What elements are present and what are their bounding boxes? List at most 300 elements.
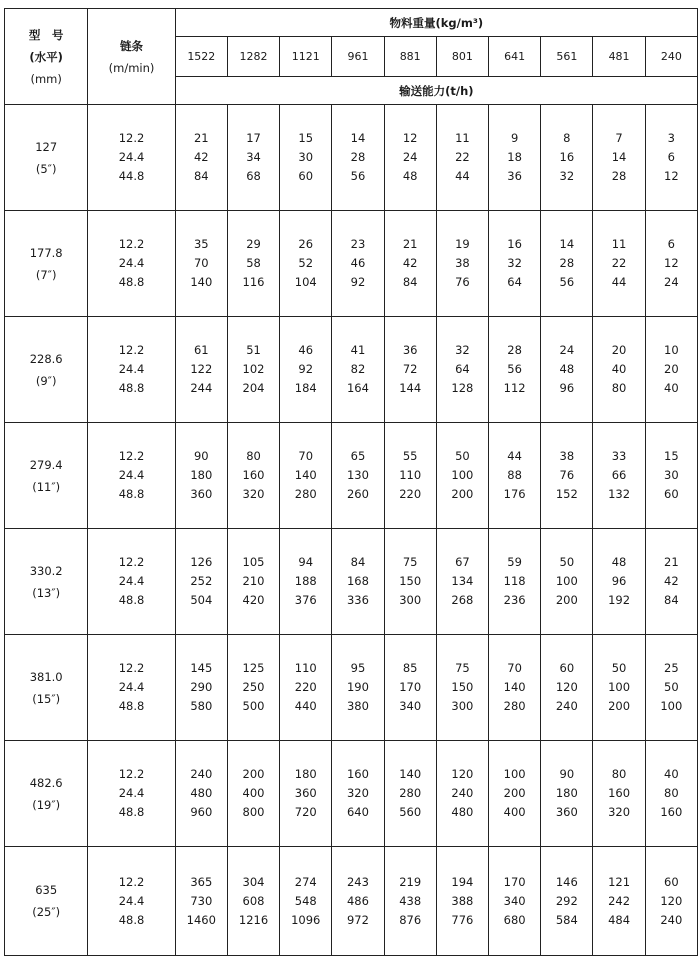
- capacity-value: 12: [402, 131, 418, 145]
- model-size: 127: [35, 139, 58, 154]
- capacity-value: 32: [559, 169, 575, 183]
- capacity-cell: [593, 105, 645, 211]
- capacity-value: 56: [507, 362, 522, 376]
- capacity-value: 388: [451, 893, 474, 908]
- density-cell: 801: [436, 37, 488, 77]
- capacity-value: 7: [615, 131, 623, 145]
- capacity-value: 480: [190, 786, 213, 800]
- capacity-cell: [280, 635, 332, 741]
- model-inch: (19″): [32, 797, 61, 812]
- model-size: 279.4: [29, 457, 63, 472]
- capacity-value: 146: [555, 874, 578, 889]
- capacity-cell: [645, 529, 697, 635]
- capacity-value: 180: [190, 468, 213, 482]
- capacity-value: 116: [242, 275, 265, 289]
- capacity-value: 15: [664, 449, 679, 463]
- capacity-cell: [593, 529, 645, 635]
- capacity-cell: [384, 423, 436, 529]
- capacity-value: 242: [608, 893, 631, 908]
- capacity-value: 100: [608, 680, 631, 694]
- capacity-value: 60: [298, 169, 314, 183]
- capacity-value: 188: [294, 574, 317, 588]
- capacity-cell: [436, 847, 488, 956]
- capacity-value: 105: [242, 555, 265, 569]
- capacity-value: 20: [664, 362, 679, 376]
- capacity-value: 22: [455, 150, 470, 164]
- capacity-value: 110: [399, 468, 422, 482]
- capacity-value: 236: [503, 593, 526, 607]
- capacity-cell: [541, 423, 593, 529]
- capacity-value: 400: [242, 786, 265, 800]
- capacity-value: 280: [399, 786, 422, 800]
- model-inch: (25″): [32, 905, 61, 919]
- capacity-cell: [227, 529, 279, 635]
- capacity-value: 118: [503, 574, 526, 588]
- capacity-value: 84: [402, 275, 418, 289]
- capacity-value: 960: [190, 805, 213, 819]
- chain-speed-value: 48.8: [118, 275, 145, 289]
- capacity-value: 274: [294, 874, 317, 889]
- capacity-value: 128: [451, 381, 474, 395]
- capacity-cell: [384, 211, 436, 317]
- model-cell: [5, 211, 88, 317]
- capacity-value: 440: [294, 699, 317, 713]
- capacity-cell: [645, 741, 697, 847]
- capacity-value: 11: [611, 237, 627, 251]
- capacity-value: 60: [664, 874, 679, 889]
- capacity-value: 40: [664, 767, 679, 781]
- capacity-value: 1216: [238, 912, 269, 927]
- capacity-value: 14: [611, 150, 627, 164]
- capacity-value: 548: [294, 893, 317, 908]
- capacity-cell: [541, 211, 593, 317]
- chain-speed-value: 24.4: [118, 362, 145, 376]
- capacity-value: 380: [346, 699, 369, 713]
- capacity-value: 184: [294, 381, 317, 395]
- capacity-cell: [227, 635, 279, 741]
- capacity-value: 48: [611, 555, 627, 569]
- chain-speed-cell: [88, 847, 175, 956]
- capacity-cell: [593, 741, 645, 847]
- chain-header: [88, 9, 175, 105]
- capacity-value: 85: [402, 661, 418, 675]
- capacity-value: 292: [555, 893, 578, 908]
- capacity-cell: [436, 529, 488, 635]
- capacity-value: 164: [346, 381, 369, 395]
- chain-speed-cell: [88, 105, 175, 211]
- model-cell: [5, 317, 88, 423]
- density-cell: 561: [541, 37, 593, 77]
- capacity-value: 84: [350, 555, 366, 569]
- model-inch: (5″): [35, 161, 57, 176]
- model-cell: [5, 105, 88, 211]
- capacity-value: 190: [346, 680, 369, 694]
- capacity-cell: [332, 211, 384, 317]
- capacity-value: 170: [503, 874, 526, 889]
- capacity-cell: [332, 847, 384, 956]
- capacity-value: 110: [294, 661, 317, 675]
- capacity-value: 176: [503, 487, 526, 501]
- capacity-value: 61: [193, 343, 209, 357]
- capacity-cell: [332, 317, 384, 423]
- capacity-cell: [593, 635, 645, 741]
- capacity-value: 876: [399, 912, 422, 927]
- capacity-value: 800: [242, 805, 265, 819]
- capacity-value: 200: [555, 593, 578, 607]
- capacity-value: 70: [193, 256, 209, 270]
- capacity-value: 96: [559, 381, 575, 395]
- table-header: [5, 9, 698, 105]
- capacity-value: 122: [190, 362, 213, 376]
- capacity-table: [4, 8, 698, 956]
- capacity-cell: [332, 529, 384, 635]
- capacity-value: 41: [350, 343, 366, 357]
- capacity-cell: [489, 635, 541, 741]
- capacity-cell: [541, 741, 593, 847]
- table-row: [5, 211, 698, 317]
- density-cell: 881: [384, 37, 436, 77]
- capacity-value: 42: [193, 150, 209, 164]
- capacity-cell: [280, 847, 332, 956]
- capacity-value: 360: [190, 487, 213, 501]
- capacity-value: 65: [350, 449, 366, 463]
- capacity-value: 160: [660, 805, 683, 819]
- capacity-value: 260: [346, 487, 369, 501]
- chain-speed-cell: [88, 211, 175, 317]
- model-cell: [5, 741, 88, 847]
- capacity-value: 240: [660, 912, 683, 927]
- capacity-value: 160: [242, 468, 265, 482]
- capacity-value: 60: [664, 487, 679, 501]
- capacity-value: 50: [559, 555, 575, 569]
- capacity-value: 25: [664, 661, 679, 675]
- capacity-value: 96: [611, 574, 627, 588]
- capacity-cell: [384, 635, 436, 741]
- model-inch: (9″): [35, 373, 57, 388]
- capacity-value: 60: [559, 661, 575, 675]
- capacity-value: 44: [611, 275, 627, 289]
- capacity-value: 70: [298, 449, 314, 463]
- capacity-value: 64: [455, 362, 470, 376]
- capacity-cell: [175, 635, 227, 741]
- capacity-value: 504: [190, 593, 213, 607]
- capacity-cell: [645, 423, 697, 529]
- model-sub-horizontal: (水平): [29, 49, 63, 64]
- capacity-value: 240: [451, 786, 474, 800]
- capacity-value: 102: [242, 362, 265, 376]
- capacity-cell: [541, 105, 593, 211]
- capacity-value: 200: [242, 767, 265, 781]
- chain-speed-value: 24.4: [118, 150, 145, 164]
- table-row: [5, 635, 698, 741]
- density-cell: 961: [332, 37, 384, 77]
- capacity-cell: [227, 317, 279, 423]
- capacity-cell: [227, 105, 279, 211]
- capacity-cell: [436, 741, 488, 847]
- capacity-cell: [645, 105, 697, 211]
- model-cell: [5, 423, 88, 529]
- capacity-value: 75: [402, 555, 418, 569]
- capacity-value: 340: [503, 893, 526, 908]
- capacity-value: 160: [608, 786, 631, 800]
- model-inch: (15″): [32, 691, 61, 706]
- model-cell: [5, 529, 88, 635]
- capacity-value: 210: [242, 574, 265, 588]
- capacity-value: 100: [555, 574, 578, 588]
- capacity-cell: [593, 317, 645, 423]
- capacity-value: 56: [350, 169, 366, 183]
- capacity-value: 168: [346, 574, 369, 588]
- capacity-value: 400: [503, 805, 526, 819]
- capacity-cell: [489, 741, 541, 847]
- capacity-value: 50: [664, 680, 679, 694]
- capacity-value: 23: [350, 237, 366, 251]
- capacity-cell: [384, 847, 436, 956]
- capacity-value: 1460: [186, 912, 216, 927]
- capacity-value: 340: [399, 699, 422, 713]
- capacity-value: 320: [346, 786, 369, 800]
- chain-speed-value: 12.2: [118, 449, 145, 463]
- capacity-value: 608: [242, 893, 265, 908]
- capacity-value: 336: [346, 593, 369, 607]
- capacity-value: 24: [664, 275, 679, 289]
- chain-speed-value: 12.2: [118, 343, 145, 357]
- table-row: [5, 105, 698, 211]
- density-cell: 1121: [280, 37, 332, 77]
- capacity-value: 640: [346, 805, 369, 819]
- capacity-value: 55: [402, 449, 418, 463]
- capacity-value: 80: [611, 767, 627, 781]
- capacity-value: 320: [608, 805, 631, 819]
- capacity-value: 104: [294, 275, 317, 289]
- model-size: 635: [35, 883, 58, 897]
- capacity-value: 376: [294, 593, 317, 607]
- capacity-cell: [280, 423, 332, 529]
- capacity-value: 500: [242, 699, 265, 713]
- table-row: [5, 741, 698, 847]
- capacity-cell: [541, 847, 593, 956]
- capacity-value: 56: [559, 275, 575, 289]
- capacity-cell: [280, 529, 332, 635]
- capacity-value: 250: [242, 680, 265, 694]
- table-body: [5, 105, 698, 956]
- capacity-cell: [332, 105, 384, 211]
- capacity-value: 120: [451, 767, 474, 781]
- capacity-value: 40: [664, 381, 679, 395]
- capacity-value: 120: [555, 680, 578, 694]
- capacity-value: 21: [402, 237, 418, 251]
- capacity-value: 15: [298, 131, 314, 145]
- model-cell: [5, 847, 88, 956]
- density-cell: 240: [645, 37, 697, 77]
- capacity-value: 21: [193, 131, 209, 145]
- capacity-cell: [175, 529, 227, 635]
- chain-speed-value: 24.4: [118, 680, 145, 694]
- capacity-value: 240: [555, 699, 578, 713]
- capacity-value: 120: [660, 893, 683, 908]
- capacity-value: 140: [294, 468, 317, 482]
- capacity-cell: [332, 635, 384, 741]
- capacity-value: 280: [294, 487, 317, 501]
- chain-speed-cell: [88, 529, 175, 635]
- capacity-value: 18: [507, 150, 522, 164]
- capacity-value: 75: [455, 661, 470, 675]
- capacity-value: 121: [608, 874, 631, 889]
- capacity-value: 28: [611, 169, 627, 183]
- capacity-value: 12: [664, 169, 679, 183]
- capacity-value: 126: [190, 555, 213, 569]
- capacity-value: 32: [455, 343, 470, 357]
- capacity-value: 420: [242, 593, 265, 607]
- capacity-cell: [175, 847, 227, 956]
- table-row: [5, 317, 698, 423]
- capacity-value: 48: [402, 169, 418, 183]
- capacity-value: 140: [399, 767, 422, 781]
- capacity-value: 95: [350, 661, 366, 675]
- capacity-value: 134: [451, 574, 474, 588]
- capacity-cell: [593, 423, 645, 529]
- capacity-value: 40: [611, 362, 627, 376]
- capacity-value: 66: [611, 468, 627, 482]
- capacity-value: 38: [559, 449, 575, 463]
- chain-speed-cell: [88, 423, 175, 529]
- capacity-value: 72: [402, 362, 418, 376]
- capacity-value: 28: [559, 256, 575, 270]
- capacity-value: 486: [346, 893, 369, 908]
- capacity-value: 26: [298, 237, 314, 251]
- capacity-value: 84: [664, 593, 679, 607]
- chain-speed-value: 12.2: [118, 237, 145, 251]
- capacity-cell: [436, 423, 488, 529]
- capacity-cell: [384, 529, 436, 635]
- capacity-cell: [489, 529, 541, 635]
- chain-speed-value: 48.8: [118, 805, 145, 819]
- chain-speed-value: 12.2: [118, 131, 145, 145]
- capacity-value: 28: [507, 343, 522, 357]
- capacity-value: 240: [190, 767, 213, 781]
- capacity-value: 58: [246, 256, 261, 270]
- capacity-cell: [175, 741, 227, 847]
- chain-speed-value: 48.8: [118, 381, 145, 395]
- capacity-value: 180: [294, 767, 317, 781]
- capacity-cell: [436, 211, 488, 317]
- model-inch: (7″): [35, 267, 57, 282]
- capacity-value: 52: [298, 256, 314, 270]
- capacity-cell: [489, 423, 541, 529]
- model-size: 381.0: [29, 669, 63, 684]
- model-size: 228.6: [29, 351, 63, 366]
- capacity-cell: [227, 741, 279, 847]
- capacity-value: 144: [399, 381, 422, 395]
- capacity-cell: [280, 211, 332, 317]
- capacity-cell: [227, 847, 279, 956]
- capacity-value: 360: [294, 786, 317, 800]
- chain-speed-value: 24.4: [118, 574, 145, 588]
- capacity-value: 14: [559, 237, 575, 251]
- table-row: [5, 529, 698, 635]
- capacity-cell: [384, 741, 436, 847]
- capacity-value: 300: [399, 593, 422, 607]
- capacity-value: 584: [555, 912, 578, 927]
- capacity-cell: [541, 529, 593, 635]
- capacity-value: 219: [399, 874, 422, 889]
- capacity-value: 170: [399, 680, 422, 694]
- capacity-value: 150: [451, 680, 474, 694]
- model-size: 177.8: [29, 245, 63, 260]
- capacity-value: 130: [346, 468, 369, 482]
- capacity-value: 9: [510, 131, 519, 145]
- model-label: 型 号: [28, 27, 64, 42]
- chain-speed-value: 12.2: [118, 767, 145, 781]
- model-size: 330.2: [29, 563, 63, 578]
- chain-speed-value: 12.2: [118, 874, 145, 889]
- chain-speed-value: 24.4: [118, 893, 145, 908]
- capacity-value: 34: [246, 150, 261, 164]
- capacity-value: 200: [608, 699, 631, 713]
- capacity-value: 48: [559, 362, 575, 376]
- capacity-value: 252: [190, 574, 213, 588]
- capacity-value: 30: [298, 150, 314, 164]
- capacity-cell: [227, 211, 279, 317]
- capacity-cell: [645, 211, 697, 317]
- chain-speed-value: 12.2: [118, 555, 145, 569]
- capacity-value: 33: [611, 449, 627, 463]
- capacity-value: 100: [451, 468, 474, 482]
- capacity-value: 680: [503, 912, 526, 927]
- capacity-cell: [593, 211, 645, 317]
- capacity-value: 88: [507, 468, 522, 482]
- capacity-cell: [280, 741, 332, 847]
- capacity-value: 300: [451, 699, 474, 713]
- capacity-value: 720: [294, 805, 317, 819]
- model-cell: [5, 635, 88, 741]
- capacity-value: 36: [402, 343, 418, 357]
- capacity-value: 320: [242, 487, 265, 501]
- density-cell: 1282: [227, 37, 279, 77]
- capacity-value: 244: [190, 381, 213, 395]
- capacity-value: 50: [611, 661, 627, 675]
- capacity-cell: [384, 317, 436, 423]
- model-header: [5, 9, 88, 105]
- capacity-cell: [645, 635, 697, 741]
- capacity-value: 160: [346, 767, 369, 781]
- capacity-value: 220: [399, 487, 422, 501]
- capacity-value: 82: [350, 362, 366, 376]
- capacity-value: 14: [350, 131, 366, 145]
- capacity-value: 360: [555, 805, 578, 819]
- density-title: 物料重量(kg/m³): [175, 9, 697, 37]
- capacity-cell: [175, 105, 227, 211]
- capacity-cell: [489, 211, 541, 317]
- capacity-value: 76: [559, 468, 575, 482]
- capacity-value: 16: [507, 237, 522, 251]
- density-cell: 641: [489, 37, 541, 77]
- chain-speed-value: 44.8: [118, 169, 145, 183]
- capacity-value: 30: [664, 468, 679, 482]
- capacity-cell: [175, 317, 227, 423]
- capacity-value: 21: [664, 555, 679, 569]
- capacity-value: 46: [350, 256, 366, 270]
- capacity-value: 32: [507, 256, 522, 270]
- capacity-value: 290: [190, 680, 213, 694]
- capacity-cell: [645, 317, 697, 423]
- capacity-value: 24: [559, 343, 575, 357]
- capacity-value: 44: [455, 169, 470, 183]
- density-cell: 1522: [175, 37, 227, 77]
- capacity-value: 67: [455, 555, 470, 569]
- capacity-value: 150: [399, 574, 422, 588]
- capacity-value: 24: [402, 150, 418, 164]
